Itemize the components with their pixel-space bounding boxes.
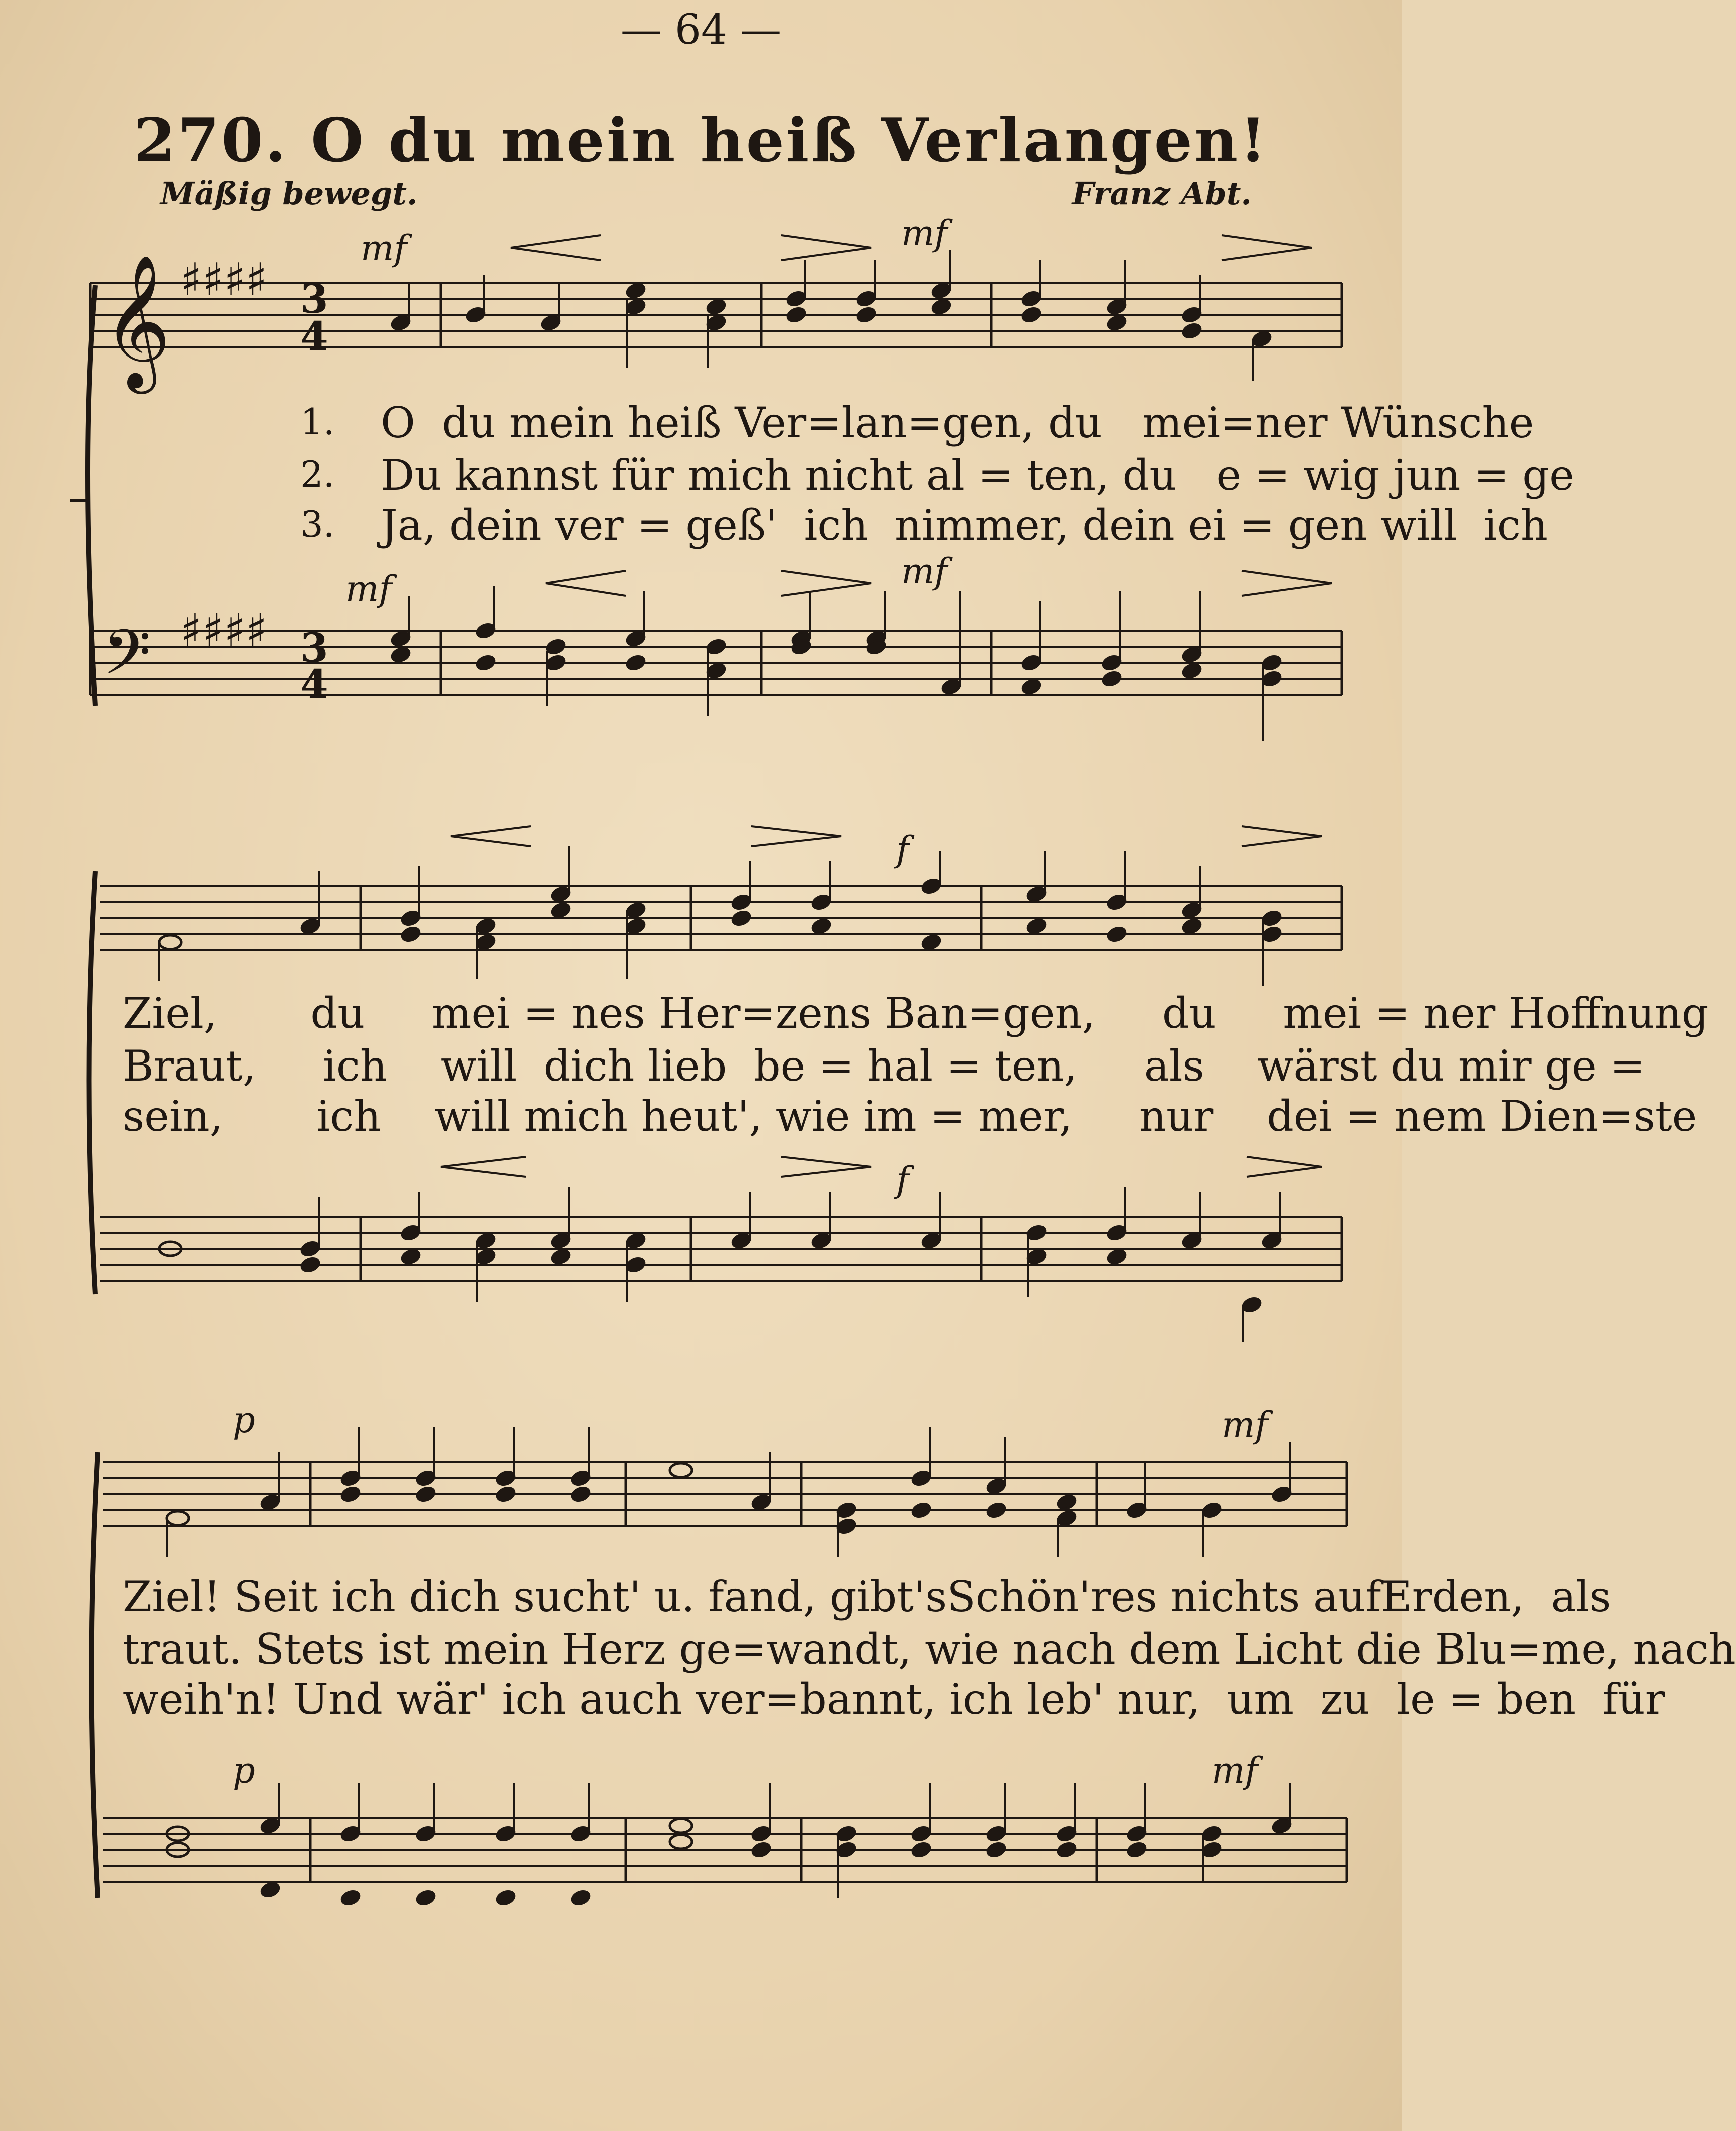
notes-system-3 xyxy=(167,1427,1292,1557)
tempo-marking: Mäßig bewegt. xyxy=(160,175,418,212)
bass-staff-3 xyxy=(103,1818,1347,1882)
key-signature-sharps: ♯♯♯♯ xyxy=(180,254,268,306)
treble-staff-2 xyxy=(100,886,1342,950)
dynamic-mf: mf xyxy=(1212,1750,1258,1791)
time-signature-bottom: 4 xyxy=(300,661,328,708)
lyric-line: traut. Stets ist mein Herz ge=wandt, wie nach dem Licht die Blu=me, nach xyxy=(123,1625,1736,1674)
dynamic-f: f xyxy=(896,1159,909,1200)
time-signature-top: 3 xyxy=(300,275,328,322)
notes-system-2 xyxy=(159,846,1282,986)
bass-clef-icon: 𝄢 xyxy=(103,617,151,704)
treble-staff-1 xyxy=(90,283,1342,347)
dynamic-mf: mf xyxy=(345,568,392,609)
lyric-line: Ziel, du mei = nes Her=zens Ban=gen, du mei = ner Hoffnung xyxy=(123,989,1709,1038)
verse-number-1: 1. xyxy=(300,401,335,443)
key-signature-sharps: ♯♯♯♯ xyxy=(180,604,268,657)
lyric-line: O du mein heiß Ver=lan=gen, du mei=ner Wünsche xyxy=(381,398,1534,447)
treble-staff-3 xyxy=(103,1462,1347,1526)
dynamic-mf: mf xyxy=(1222,1404,1268,1446)
notes-system-3-bass xyxy=(167,1783,1292,1907)
dynamic-f: f xyxy=(896,829,909,870)
verse-number-3: 3. xyxy=(300,503,335,545)
lyric-line: Ziel! Seit ich dich sucht' u. fand, gibt'sSchön'res nichts aufErden, als xyxy=(123,1572,1611,1621)
lyric-line: sein, ich will mich heut', wie im = mer, nur dei = nem Dien=ste xyxy=(123,1092,1697,1141)
bass-staff-2 xyxy=(100,1217,1342,1281)
lyric-line: Braut, ich will dich lieb be = hal = ten, als wärst du mir ge = xyxy=(123,1041,1645,1091)
page-number: — 64 — xyxy=(620,6,782,54)
hymn-title: 270. O du mein heiß Verlangen! xyxy=(134,105,1268,176)
dynamic-mf: mf xyxy=(901,551,948,592)
dynamic-p: p xyxy=(233,1399,255,1441)
composer: Franz Abt. xyxy=(1072,175,1252,212)
treble-clef-icon: 𝄞 xyxy=(103,254,171,388)
dynamic-mf: mf xyxy=(901,213,948,254)
dynamic-p: p xyxy=(233,1750,255,1791)
system-2 xyxy=(89,826,1342,1294)
lyric-line: weih'n! Und wär' ich auch ver=bannt, ich leb' nur, um zu le = ben für xyxy=(123,1675,1665,1724)
lyric-line: Du kannst für mich nicht al = ten, du e = wig jun = ge xyxy=(381,451,1574,500)
dynamic-mf: mf xyxy=(361,228,407,269)
verse-number-2: 2. xyxy=(300,453,335,495)
system-3 xyxy=(92,1452,1347,1898)
time-signature-top: 3 xyxy=(300,624,328,671)
time-signature-bottom: 4 xyxy=(300,313,328,360)
lyric-line: Ja, dein ver = geß' ich nimmer, dein ei = gen will ich xyxy=(381,501,1548,550)
